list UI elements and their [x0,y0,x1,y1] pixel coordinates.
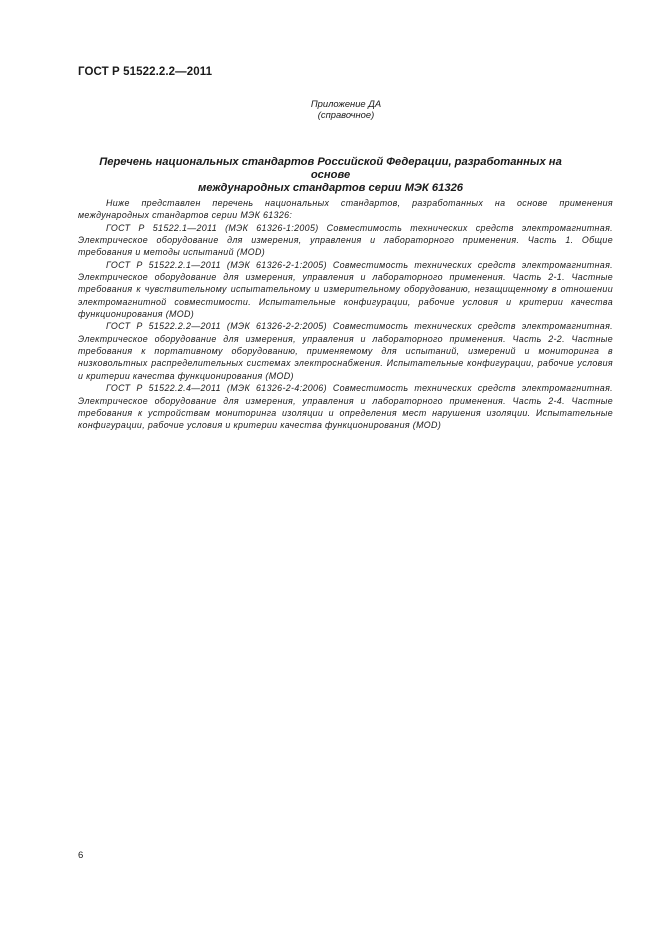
document-title-line-2: международных стандартов серии МЭК 61326 [197,182,464,194]
standard-code-header: ГОСТ Р 51522.2.2—2011 [78,66,213,78]
standard-entry-51522-2-4: ГОСТ Р 51522.2.4—2011 (МЭК 61326-2-4:2006) Совместимость технических средств электромагнитная. Электрическое оборудование для измерения, управления и лабораторного применения. Часть 2-4. Частные требования к устройствам мониторинга изоляции и определения мест нарушения изоляции. Испытательные конфигурации, рабочие условия и критерии качества функционирования (MOD) [78,383,613,431]
document-title-line-1: Перечень национальных стандартов Российской Федерации, разработанных на основе [99,156,562,181]
annex-subtitle: (справочное) [317,109,375,120]
document-title [78,156,583,195]
standard-entry-51522-2-1: ГОСТ Р 51522.2.1—2011 (МЭК 61326-2-1:2005) Совместимость технических средств электромагнитная. Электрическое оборудование для измерения, управления и лабораторного применения. Часть 2-1. Частные требования к чувствительному испытательному и измерительному оборудованию, незащищенному в отношении электромагнитной совместимости. Испытательные конфигурации, рабочие условия и критерии качества функционирования (MOD) [78,259,613,320]
page-number: 6 [78,850,84,861]
standard-entry-51522-2-2: ГОСТ Р 51522.2.2—2011 (МЭК 61326-2-2:2005) Совместимость технических средств электромагнитная. Электрическое оборудование для измерения, управления и лабораторного применения. Часть 2-2. Частные требования к портативному оборудованию, применяемому для испытаний, измерений и мониторинга в низковольтных распределительных системах электроснабжения. Испытательные конфигурации, рабочие условия и критерии качества функционирования (MOD) [78,321,613,381]
standards-list [78,197,613,432]
annex-title: Приложение ДА [310,98,382,109]
intro-paragraph: Ниже представлен перечень национальных стандартов, разработанных на основе применения международных стандартов серии МЭК 61326: [78,198,613,221]
annex-heading [240,98,452,120]
standard-entry-51522-1: ГОСТ Р 51522.1—2011 (МЭК 61326-1:2005) Совместимость технических средств электромагнитная. Электрическое оборудование для измерения, управления и лабораторного применения. Часть 1. Общие требования и методы испытаний (MOD) [78,222,613,258]
